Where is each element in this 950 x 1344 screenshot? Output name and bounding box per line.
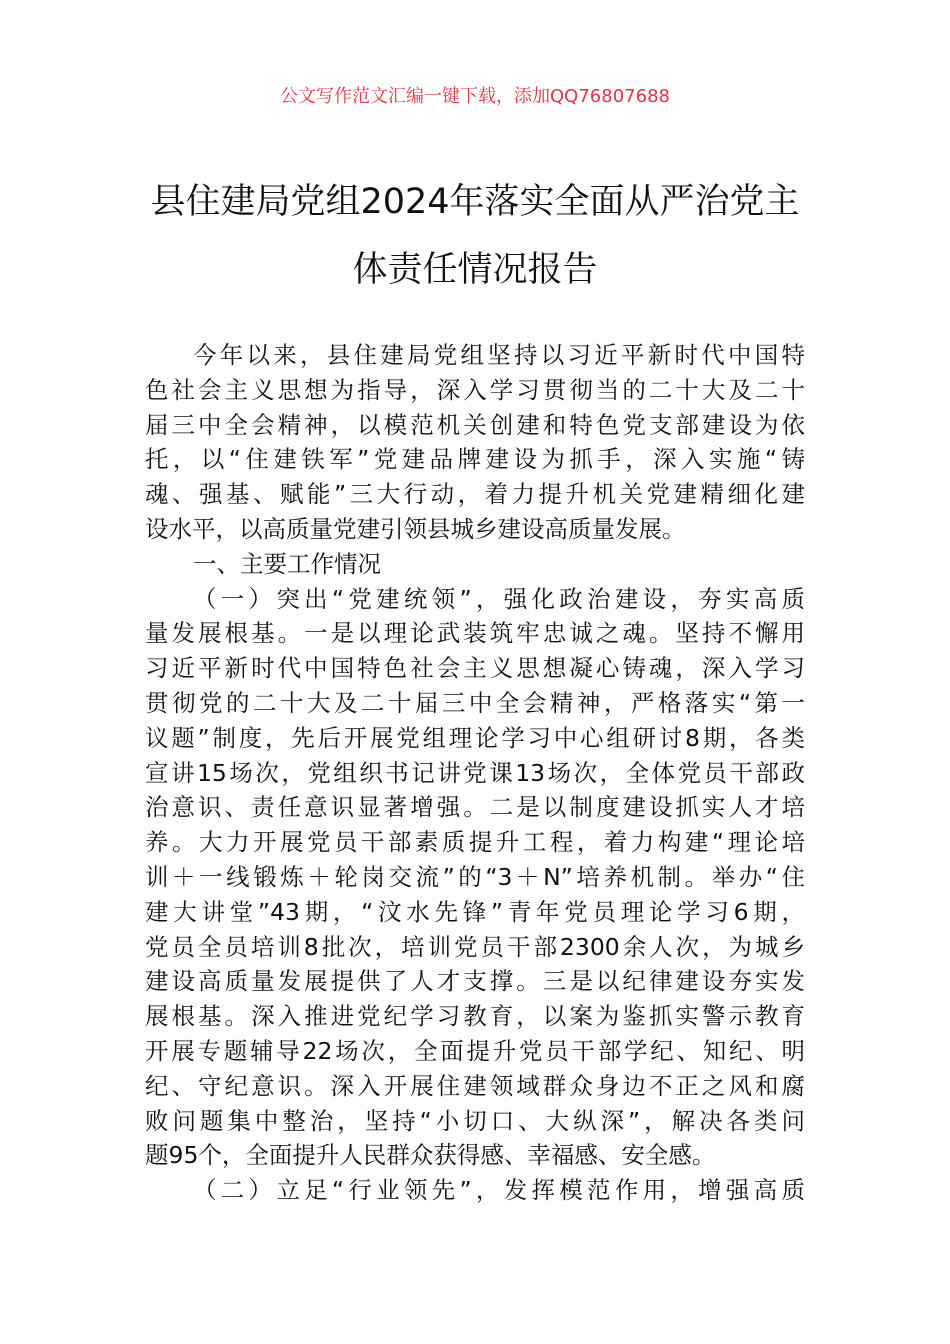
- paragraph: [145, 1173, 805, 1208]
- text-line: 一、主要工作情况: [193, 549, 381, 578]
- text-line: 建大讲堂”43期，“汶水先锋”青年党员理论学习6期，: [145, 897, 805, 926]
- text-line: 败问题集中整治，坚持“小切口、大纵深”，解决各类问: [145, 1106, 805, 1135]
- text-line: 设水平，以高质量党建引领县城乡建设高质量发展。: [145, 514, 686, 543]
- paragraph: [145, 338, 805, 547]
- text-line: 托，以“住建铁军”党建品牌建设为抓手，深入实施“铸: [145, 445, 805, 474]
- text-line: 建设高质量发展提供了人才支撑。三是以纪律建设夯实发: [145, 967, 805, 996]
- text-line: 议题”制度，先后开展党组理论学习中心组研讨8期，各类: [145, 723, 805, 752]
- document-body: [145, 338, 805, 1208]
- text-line: 色社会主义思想为指导，深入学习贯彻当的二十大及二十: [145, 375, 805, 404]
- text-line: 训＋一线锻炼＋轮岗交流”的“3＋N”培养机制。举办“住: [145, 862, 805, 891]
- paragraph: [145, 582, 805, 1174]
- text-line: 开展专题辅导22场次，全面提升党员干部学纪、知纪、明: [145, 1036, 805, 1065]
- text-line: 今年以来，县住建局党组坚持以习近平新时代中国特: [193, 341, 805, 369]
- text-line: 治意识、责任意识显著增强。二是以制度建设抓实人才培: [145, 793, 805, 822]
- text-line: 贯彻党的二十大及二十届三中全会精神，严格落实“第一: [145, 688, 805, 717]
- text-line: 魂、强基、赋能”三大行动，着力提升机关党建精细化建: [145, 480, 805, 509]
- text-line: 纪、守纪意识。深入开展住建领域群众身边不正之风和腐: [145, 1071, 805, 1100]
- paragraph: [145, 547, 805, 582]
- document-title-line-2: 体责任情况报告: [352, 250, 598, 290]
- text-line: 宣讲15场次，党组织书记讲党课13场次，全体党员干部政: [145, 758, 805, 787]
- document-title-line-1: 县住建局党组2024年落实全面从严治党主: [150, 182, 800, 222]
- text-line: 养。大力开展党员干部素质提升工程，着力构建“理论培: [145, 828, 805, 857]
- text-line: 习近平新时代中国特色社会主义思想凝心铸魂，深入学习: [145, 654, 805, 683]
- text-line: 届三中全会精神，以模范机关创建和特色党支部建设为依: [145, 410, 805, 439]
- text-line: 题95个，全面提升人民群众获得感、幸福感、安全感。: [145, 1141, 716, 1170]
- text-line: 党员全员培训8批次，培训党员干部2300余人次，为城乡: [145, 932, 805, 961]
- text-line: 量发展根基。一是以理论武装筑牢忠诚之魂。坚持不懈用: [145, 619, 805, 648]
- text-line: 展根基。深入推进党纪学习教育，以案为鉴抓实警示教育: [145, 1002, 805, 1031]
- download-banner: 公文写作范文汇编一键下载，添加QQ76807688: [280, 86, 670, 107]
- text-line: （二）立足“行业领先”，发挥模范作用，增强高质: [193, 1176, 805, 1205]
- text-line: （一）突出“党建统领”，强化政治建设，夯实高质: [193, 584, 805, 613]
